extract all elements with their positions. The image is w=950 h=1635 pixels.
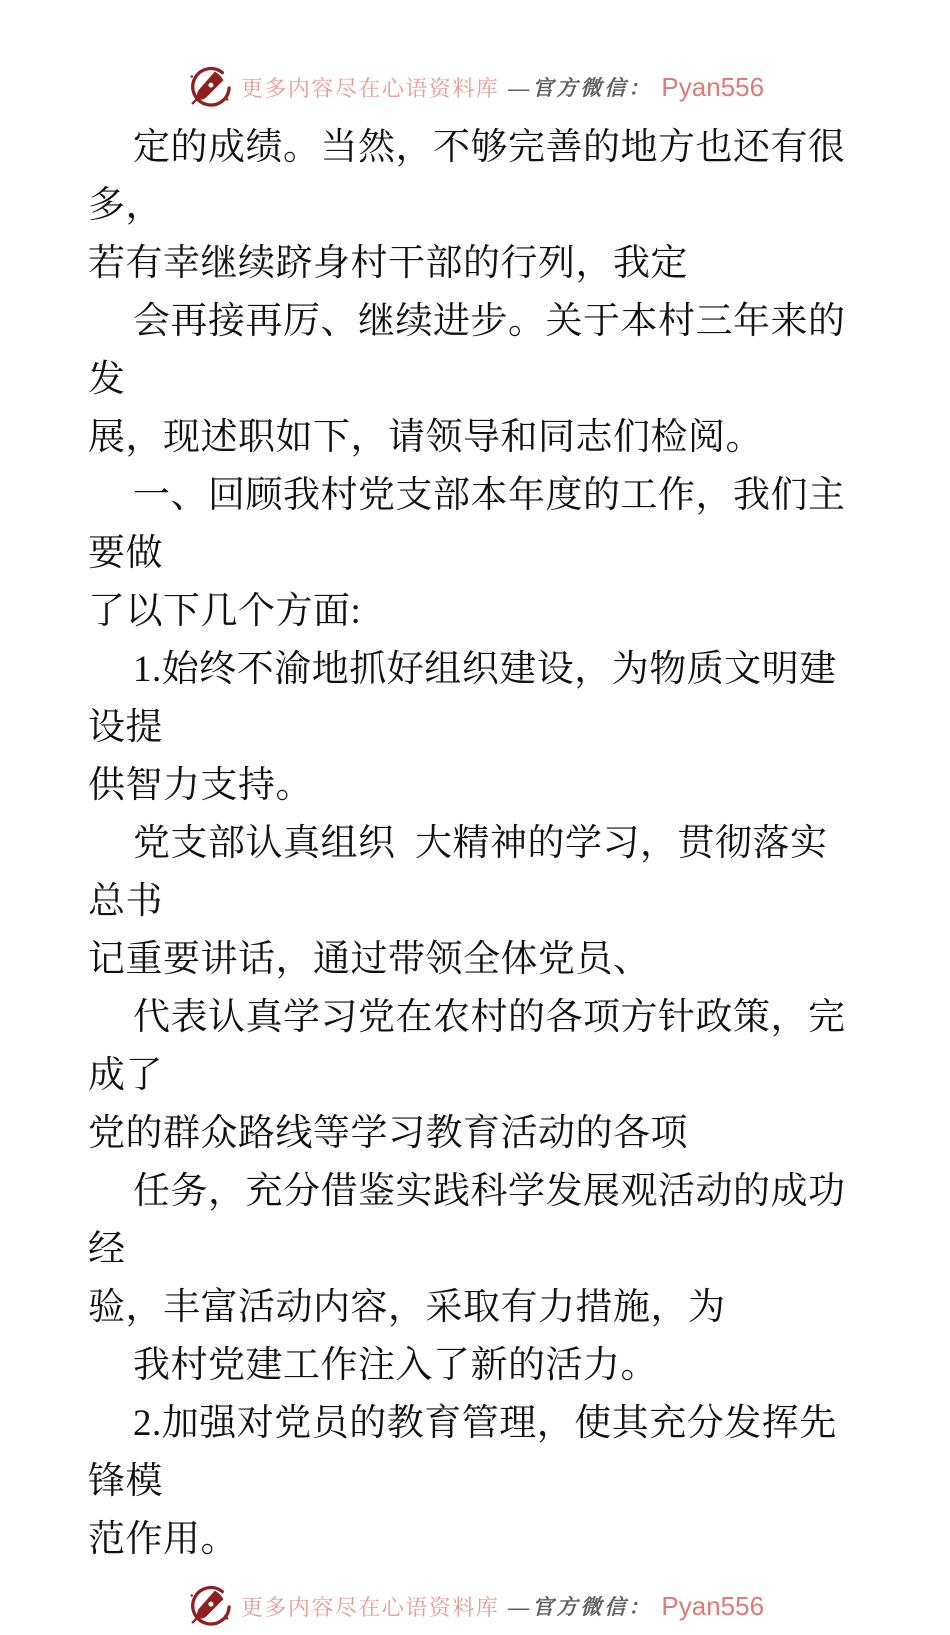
pen-nib-logo-icon [186, 63, 232, 111]
watermark-channel-label [508, 1591, 652, 1621]
watermark-wechat-id: Pyan556 [661, 1590, 765, 1621]
document-line: 了以下几个方面: [88, 591, 362, 632]
watermark-footer [0, 1582, 950, 1630]
watermark-header [0, 0, 950, 111]
document-line: 党的群众路线等学习教育活动的各项 [88, 1113, 688, 1154]
document-line: 展，现述职如下，请领导和同志们检阅。 [88, 417, 763, 458]
watermark-dash: — [508, 1595, 533, 1619]
document-line: 若有幸继续跻身村干部的行列，我定 [88, 243, 688, 284]
document-line: 范作用。 [88, 1519, 238, 1560]
watermark-dash: — [508, 76, 533, 100]
watermark-channel-label [508, 72, 652, 102]
document-line: 我村党建工作注入了新的活力。 [133, 1345, 658, 1386]
watermark-channel-text: 官方微信： [532, 1595, 653, 1619]
document-body [88, 119, 862, 1569]
document-line: 一、回顾我村党支部本年度的工作，我们主要做 [88, 475, 846, 574]
document-line: 定的成绩。当然，不够完善的地方也还有很多， [88, 127, 846, 226]
watermark-brand-text: 更多内容尽在心语资料库 [240, 1594, 500, 1620]
document-line: 任务，充分借鉴实践科学发展观活动的成功经 [88, 1171, 846, 1270]
watermark-channel-text: 官方微信： [532, 76, 653, 100]
document-line: 代表认真学习党在农村的各项方针政策，完成了 [88, 997, 846, 1096]
watermark-wechat-id: Pyan556 [661, 71, 765, 102]
document-line: 会再接再厉、继续进步。关于本村三年来的发 [88, 301, 846, 400]
document-line: 记重要讲话，通过带领全体党员、 [88, 939, 651, 980]
pen-nib-logo-icon [186, 1582, 232, 1630]
watermark-brand-text: 更多内容尽在心语资料库 [240, 75, 500, 101]
document-line: 验，丰富活动内容，采取有力措施，为 [88, 1287, 726, 1328]
document-line: 2.加强对党员的教育管理，使其充分发挥先锋模 [88, 1403, 837, 1502]
document-line: 供智力支持。 [88, 765, 313, 806]
document-line: 1.始终不渝地抓好组织建设，为物质文明建设提 [88, 649, 837, 748]
document-line: 党支部认真组织 大精神的学习，贯彻落实总书 [88, 823, 828, 922]
